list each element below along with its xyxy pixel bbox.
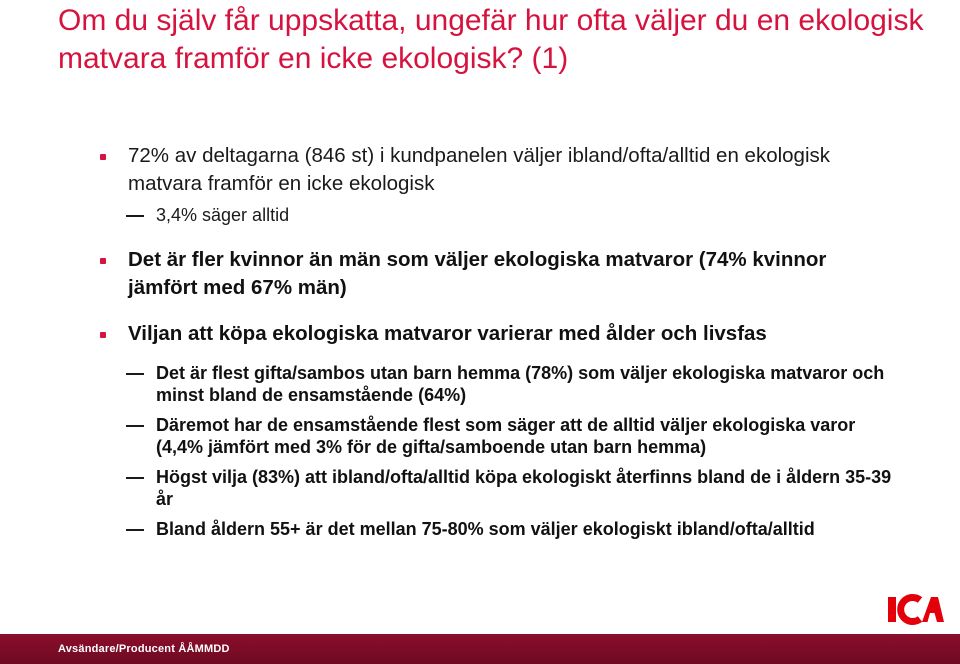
sub-bullet-item: Bland åldern 55+ är det mellan 75-80% som väljer ekologiskt ibland/ofta/alltid [126,518,898,540]
footer-bar [0,634,960,664]
ica-logo [886,590,944,626]
sub-bullet-item: Däremot har de ensamstående flest som säger att de alltid väljer ekologiska varor (4,4% jämfört med 3% för de gifta/samboende utan barn hemma) [126,414,898,458]
sub-bullet-item: Högst vilja (83%) att ibland/ofta/alltid köpa ekologiskt återfinns bland de i åldern 35-39 år [126,466,898,510]
sub-bullet-item: 3,4% säger alltid [126,204,898,226]
sub-bullet-item: Det är flest gifta/sambos utan barn hemma (78%) som väljer ekologiska matvaror och minst bland de ensamstående (64%) [126,362,898,406]
bullet-item: 72% av deltagarna (846 st) i kundpanelen väljer ibland/ofta/alltid en ekologisk matvara framför en icke ekologisk [98,142,898,198]
bullet-item: Viljan att köpa ekologiska matvaror varierar med ålder och livsfas [98,320,898,348]
footer-text: Avsändare/Producent ÅÅMMDD [58,643,230,655]
bullet-item: Det är fler kvinnor än män som väljer ekologiska matvaror (74% kvinnor jämfört med 67% män) [98,246,898,302]
slide-title: Om du själv får uppskatta, ungefär hur ofta väljer du en ekologisk matvara framför en icke ekologisk? (1) [58,4,924,75]
bullet-list [98,142,898,540]
